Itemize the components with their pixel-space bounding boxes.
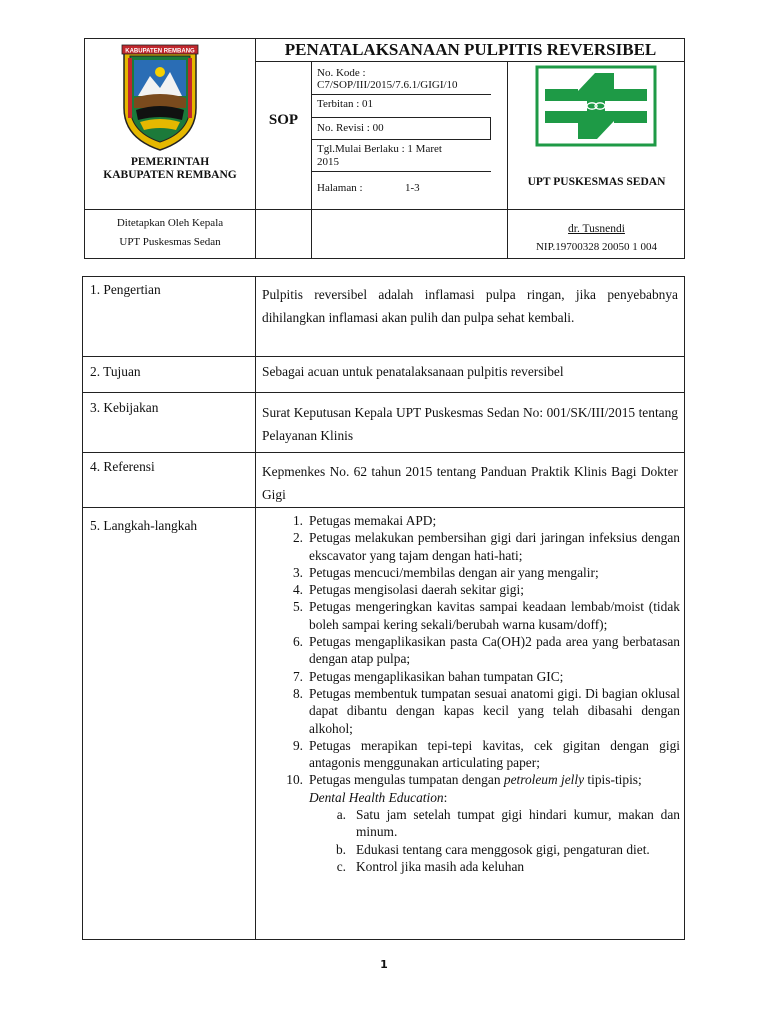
list-item: 6. Petugas mengaplikasikan pasta Ca(OH)2 pada area yang berbatasan dengan atap pulpa; <box>292 634 680 667</box>
section-label-pengertian: 1. Pengertian <box>90 282 161 297</box>
effective-date: Tgl.Mulai Berlaku : 1 Maret 2015 <box>317 143 442 168</box>
puskesmas-name: UPT PUSKESMAS SEDAN <box>527 176 666 188</box>
section-label-referensi: 4. Referensi <box>90 459 155 474</box>
section-label-kebijakan: 3. Kebijakan <box>90 400 159 415</box>
list-item: 9. Petugas merapikan tepi-tepi kavitas, cek gigitan dengan gigi antagonis menggunakan articulating paper; <box>292 737 680 771</box>
puskesmas-logo <box>535 65 657 147</box>
list-item: 10. Petugas mengulas tumpatan dengan petroleum jelly tipis-tipis; <box>286 772 642 788</box>
sop-label: SOP <box>268 112 299 128</box>
page-count-label: Halaman : <box>317 182 363 194</box>
dhe-title: Dental Health Education: <box>309 789 448 805</box>
signer-name: dr. Tusnendi <box>568 223 625 235</box>
list-item: b. Edukasi tentang cara menggosok gigi, pengaturan diet. <box>335 841 650 857</box>
section-label-tujuan: 2. Tujuan <box>90 364 141 379</box>
dental-health-education <box>260 789 680 875</box>
dhe-list <box>260 806 680 875</box>
list-item: a. Satu jam setelah tumpat gigi hindari kumur, makan dan minum. <box>336 807 680 840</box>
svg-text:KABUPATEN REMBANG: KABUPATEN REMBANG <box>125 48 195 55</box>
section-text-tujuan: Sebagai acuan untuk penatalaksanaan pulpitis reversibel <box>262 364 564 379</box>
section-label-langkah: 5. Langkah-langkah <box>90 518 198 533</box>
list-item: 2. Petugas melakukan pembersihan gigi dari jaringan infeksius dengan ekscavator yang tajam dengan hati-hati; <box>292 530 680 563</box>
document-code: No. Kode : C7/SOP/III/2015/7.6.1/GIGI/10 <box>317 67 458 91</box>
section-text-kebijakan: Surat Keputusan Kepala UPT Puskesmas Sedan No: 001/SK/III/2015 tentang Pelayanan Klinis <box>262 405 678 443</box>
signer-nip: NIP.19700328 20050 1 004 <box>535 241 657 253</box>
government-name: PEMERINTAH KABUPATEN REMBANG <box>103 156 237 181</box>
list-item: 3. Petugas mencuci/membilas dengan air yang mengalir; <box>292 564 599 580</box>
section-text-pengertian: Pulpitis reversibel adalah inflamasi pulpa ringan, jika penyebabnya dihilangkan inflamasi akan pulih dan pulpa sehat kembali. <box>262 287 678 325</box>
list-item: 8. Petugas membentuk tumpatan sesuai anatomi gigi. Di bagian oklusal dapat dibantu dengan kapas kecil yang telah dibasahi dengan alkohol; <box>292 685 680 736</box>
page-number: 1 <box>380 958 388 971</box>
revision-number: No. Revisi : 00 <box>317 122 384 134</box>
list-item: 1. Petugas memakai APD; <box>292 513 437 528</box>
list-item: c. Kontrol jika masih ada keluhan <box>336 858 525 874</box>
section-text-referensi: Kepmenkes No. 62 tahun 2015 tentang Panduan Praktik Klinis Bagi Dokter Gigi <box>262 464 678 502</box>
list-item: 4. Petugas mengisolasi daerah sekitar gigi; <box>292 582 524 598</box>
procedure-steps-list <box>260 512 680 875</box>
approval-text: Ditetapkan Oleh Kepala UPT Puskesmas Sedan <box>116 217 224 248</box>
list-item: 5. Petugas mengeringkan kavitas sampai keadaan lembab/moist (tidak boleh sampai kering sekali/berubah warna kusam/doff); <box>292 599 680 632</box>
document-title: PENATALAKSANAAN PULPITIS REVERSIBEL <box>284 40 657 59</box>
list-item: 7. Petugas mengaplikasikan bahan tumpatan GIC; <box>292 668 564 684</box>
rembang-crest-logo <box>120 42 200 152</box>
issue-number: Terbitan : 01 <box>317 98 374 110</box>
page-count-value: 1-3 <box>405 182 420 194</box>
